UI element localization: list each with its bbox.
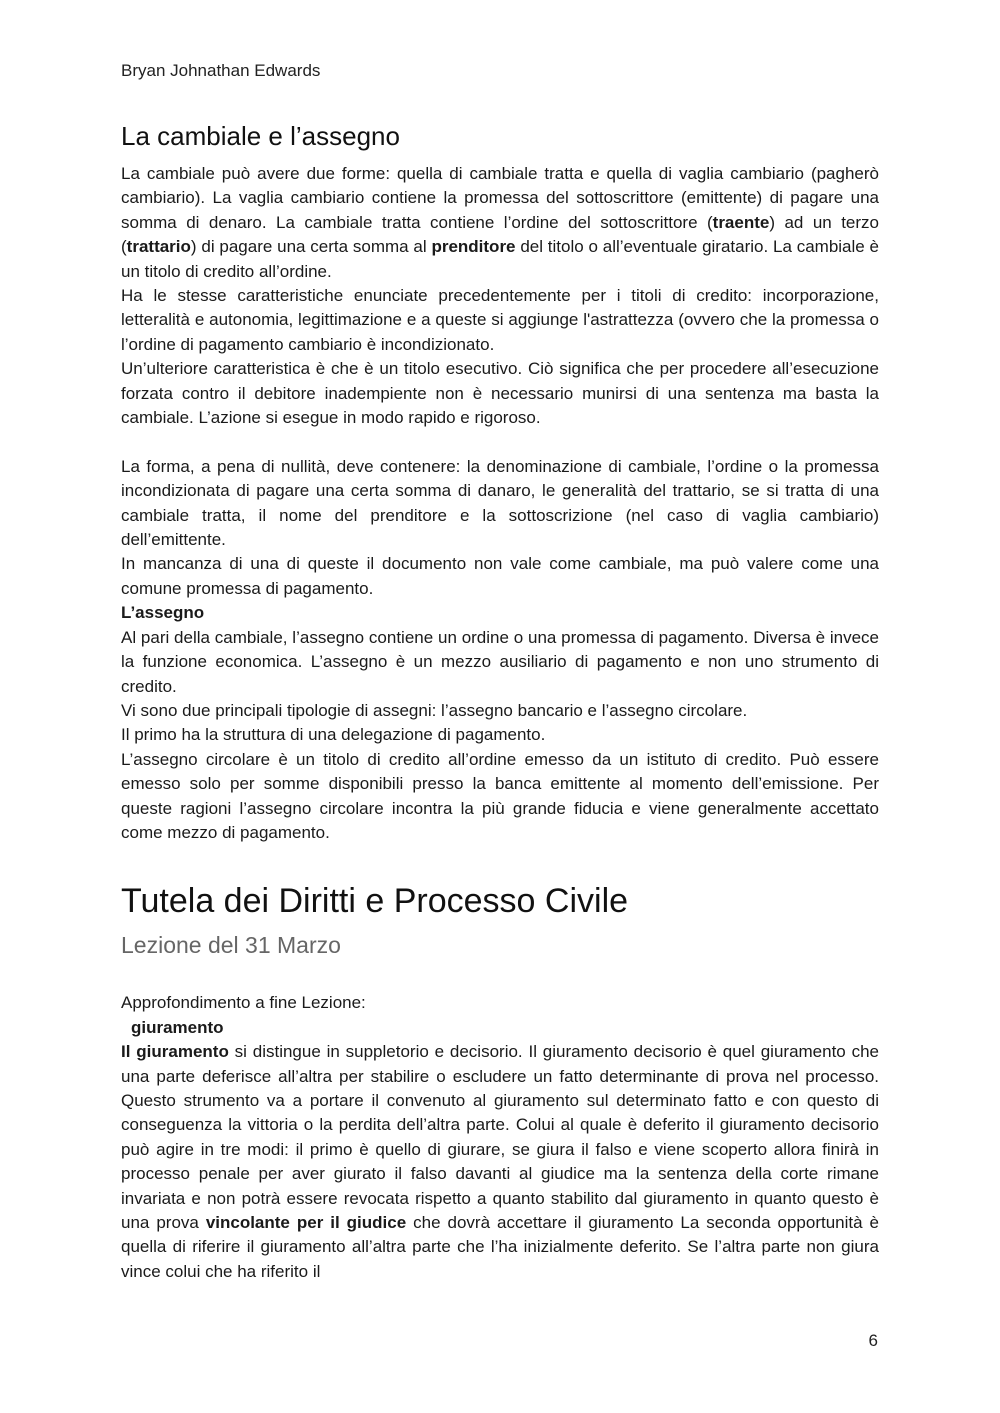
text-run: ) ad un terzo (	[121, 212, 879, 257]
bold-term-traente: traente	[712, 212, 770, 232]
text-run: si distingue in suppletorio e decisorio. Il giuramento decisorio è quel giuramento che una parte deferisce all’altra per stabilire o escludere un fatto determinante di prova nel processo. Questo strumento va a portare il convenuto al giuramento sul determinato fatto e con questo di conseguenza la vittoria o la perdita dell’altra parte. Colui al quale è deferito il giuramento decisorio può agire in tre modi: il primo è quello di giurare, se giura il falso e viene scoperto allora finirà in processo penale per aver giurato il falso davanti al giudice ma la sentenza della corte rimane invariata e non potrà essere revocata rispetto a quanto stabilito dal giuramento in quanto questo è una prova	[121, 1042, 879, 1233]
intro-line: Approfondimento a fine Lezione:	[121, 993, 366, 1013]
paragraph-caratteristiche: Ha le stesse caratteristiche enunciate precedentemente per i titoli di credito: incorporazione, letteralità e autonomia, legittimazione e a queste si aggiunge l'astrattezza (ovvero che la promessa o l’ordine di pagamento cambiario è incondizionato.	[121, 286, 879, 354]
paragraph-assegno-funzione: Al pari della cambiale, l’assegno contiene un ordine o una promessa di pagamento. Diversa è invece la funzione economica. L’assegno è un mezzo ausiliario di pagamento e non uno strumento di credito.	[121, 627, 879, 696]
paragraph-mancanza: In mancanza di una di queste il documento non vale come cambiale, ma può valere come una comune promessa di pagamento.	[121, 554, 879, 598]
section-title-tutela: Tutela dei Diritti e Processo Civile	[121, 882, 629, 921]
subheading-assegno: L’assegno	[121, 603, 205, 623]
page-number: 6	[868, 1331, 878, 1350]
paragraph-delegazione: Il primo ha la struttura di una delegazione di pagamento.	[121, 725, 546, 745]
bold-term-trattario: trattario	[126, 237, 191, 257]
paragraph-assegno-circolare: L’assegno circolare è un titolo di credito all’ordine emesso da un istituto di credito. Può essere emesso solo per somme disponibili presso la banca emittente al momento dell’emissione. Per queste ragioni l’assegno circolare incontra la più grande fiducia e viene generalmente accettato come mezzo di pagamento.	[121, 749, 879, 842]
header-author: Bryan Johnathan Edwards	[121, 61, 321, 80]
page-content	[121, 118, 879, 1284]
paragraph-cambiale-forme	[121, 162, 879, 284]
bold-term-prenditore: prenditore	[431, 237, 516, 257]
subheading-giuramento: giuramento	[131, 1017, 224, 1037]
blank-line	[121, 430, 879, 454]
text-run: ) di pagare una certa somma al	[190, 237, 432, 257]
paragraph-tipologie: Vi sono due principali tipologie di assegni: l’assegno bancario e l’assegno circolare.	[121, 700, 748, 720]
lesson-subtitle: Lezione del 31 Marzo	[121, 932, 341, 959]
paragraph-forma: La forma, a pena di nullità, deve contenere: la denominazione di cambiale, l’ordine o la promessa incondizionata di pagare una certa somma di danaro, le generalità del trattario, se si tratta di una cambiale tratta, il nome del prenditore e la sottoscrizione (nel caso di vaglia cambiario) dell’emittente.	[121, 456, 879, 550]
bold-term-giuramento: Il giuramento	[121, 1042, 229, 1062]
text-run: La cambiale può avere due forme: quella di cambiale tratta e quella di vaglia cambiario (pagherò cambiario). La vaglia cambiario contiene la promessa del sottoscrittore (emittente) di pagare una somma di denaro. La cambiale tratta contiene l’ordine del sottoscrittore (	[121, 164, 879, 232]
paragraph-giuramento	[121, 1040, 879, 1284]
text-run: che dovrà accettare il giuramento La seconda opportunità è quella di riferire il giuramento all’altra parte che l’ha inizialmente deferito. Se l’altra parte non giura vince colui che ha riferito il	[121, 1213, 879, 1281]
paragraph-titolo-esecutivo: Un’ulteriore caratteristica è che è un titolo esecutivo. Ciò significa che per procedere all’esecuzione forzata contro il debitore inadempiente non è necessario munirsi di una sentenza ma basta la cambiale. L’azione si esegue in modo rapido e rigoroso.	[121, 359, 879, 428]
section-title-cambiale: La cambiale e l’assegno	[121, 121, 400, 151]
text-run: del titolo o all’eventuale giratario. La cambiale è un titolo di credito all’ordine.	[121, 237, 880, 281]
bold-term-vincolante: vincolante per il giudice	[205, 1213, 407, 1233]
